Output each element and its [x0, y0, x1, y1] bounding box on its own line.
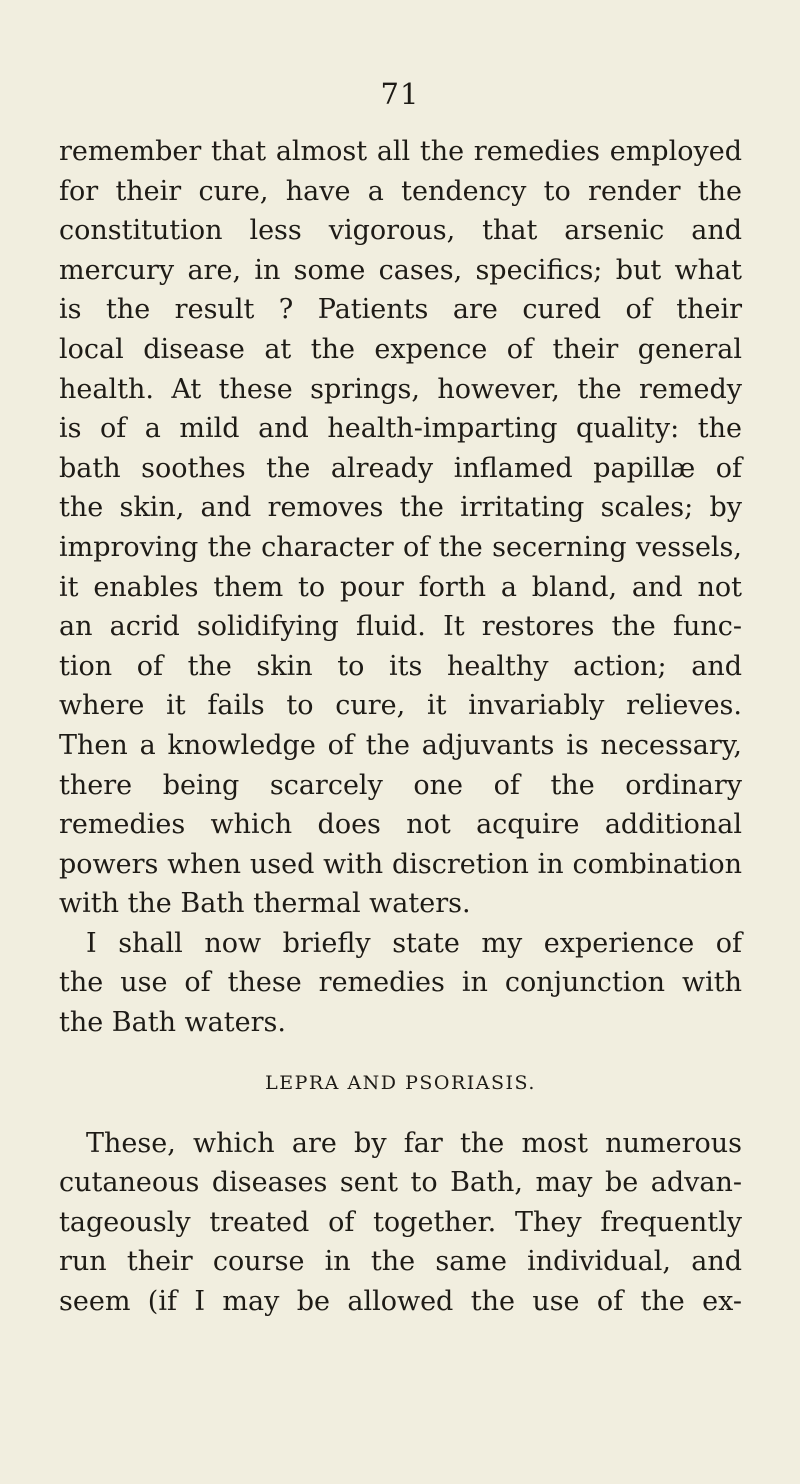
- text-line: improving the character of the secerning vessels,: [59, 531, 742, 563]
- paragraph-1: [59, 132, 742, 924]
- text-line: These, which are by far the most numerous: [86, 1127, 742, 1159]
- page-text: [59, 132, 742, 1322]
- text-line: there being scarcely one of the ordinary: [59, 769, 742, 801]
- text-line: local disease at the expence of their general: [59, 333, 742, 365]
- text-line: the Bath waters.: [59, 1007, 286, 1039]
- text-line: powers when used with discretion in combination: [59, 848, 742, 880]
- text-line: for their cure, have a tendency to render the: [59, 175, 742, 207]
- section-heading: LEPRA AND PSORIASIS.: [265, 1071, 536, 1094]
- text-line: bath soothes the already inflamed papillæ of: [59, 452, 742, 484]
- text-line: remedies which does not acquire additional: [59, 809, 742, 841]
- text-line: seem (if I may be allowed the use of the ex-: [59, 1286, 742, 1318]
- text-line: where it fails to cure, it invariably relieves.: [59, 690, 742, 722]
- text-line: I shall now briefly state my experience of: [86, 927, 742, 959]
- text-line: cutaneous diseases sent to Bath, may be advan-: [59, 1167, 742, 1199]
- text-line: it enables them to pour forth a bland, and not: [59, 571, 742, 603]
- text-line: is the result ? Patients are cured of their: [59, 294, 742, 326]
- paragraph-3: [59, 1124, 742, 1322]
- text-line: health. At these springs, however, the remedy: [59, 373, 742, 405]
- text-line: run their course in the same individual, and: [59, 1246, 742, 1278]
- text-line: with the Bath thermal waters.: [59, 888, 471, 920]
- paragraph-2: [59, 924, 742, 1043]
- text-line: an acrid solidifying fluid. It restores the func-: [59, 611, 742, 643]
- text-line: tion of the skin to its healthy action; and: [59, 650, 742, 682]
- text-line: remember that almost all the remedies employed: [59, 136, 742, 167]
- text-line: the use of these remedies in conjunction with: [59, 967, 742, 999]
- text-line: the skin, and removes the irritating scales; by: [59, 492, 742, 524]
- text-line: constitution less vigorous, that arsenic and: [59, 215, 742, 247]
- text-line: Then a knowledge of the adjuvants is necessary,: [59, 729, 742, 761]
- text-line: mercury are, in some cases, specifics; but what: [59, 254, 742, 286]
- page-number: 71: [380, 77, 420, 111]
- text-line: tageously treated of together. They frequently: [59, 1206, 742, 1238]
- text-line: is of a mild and health-imparting quality: the: [59, 413, 742, 445]
